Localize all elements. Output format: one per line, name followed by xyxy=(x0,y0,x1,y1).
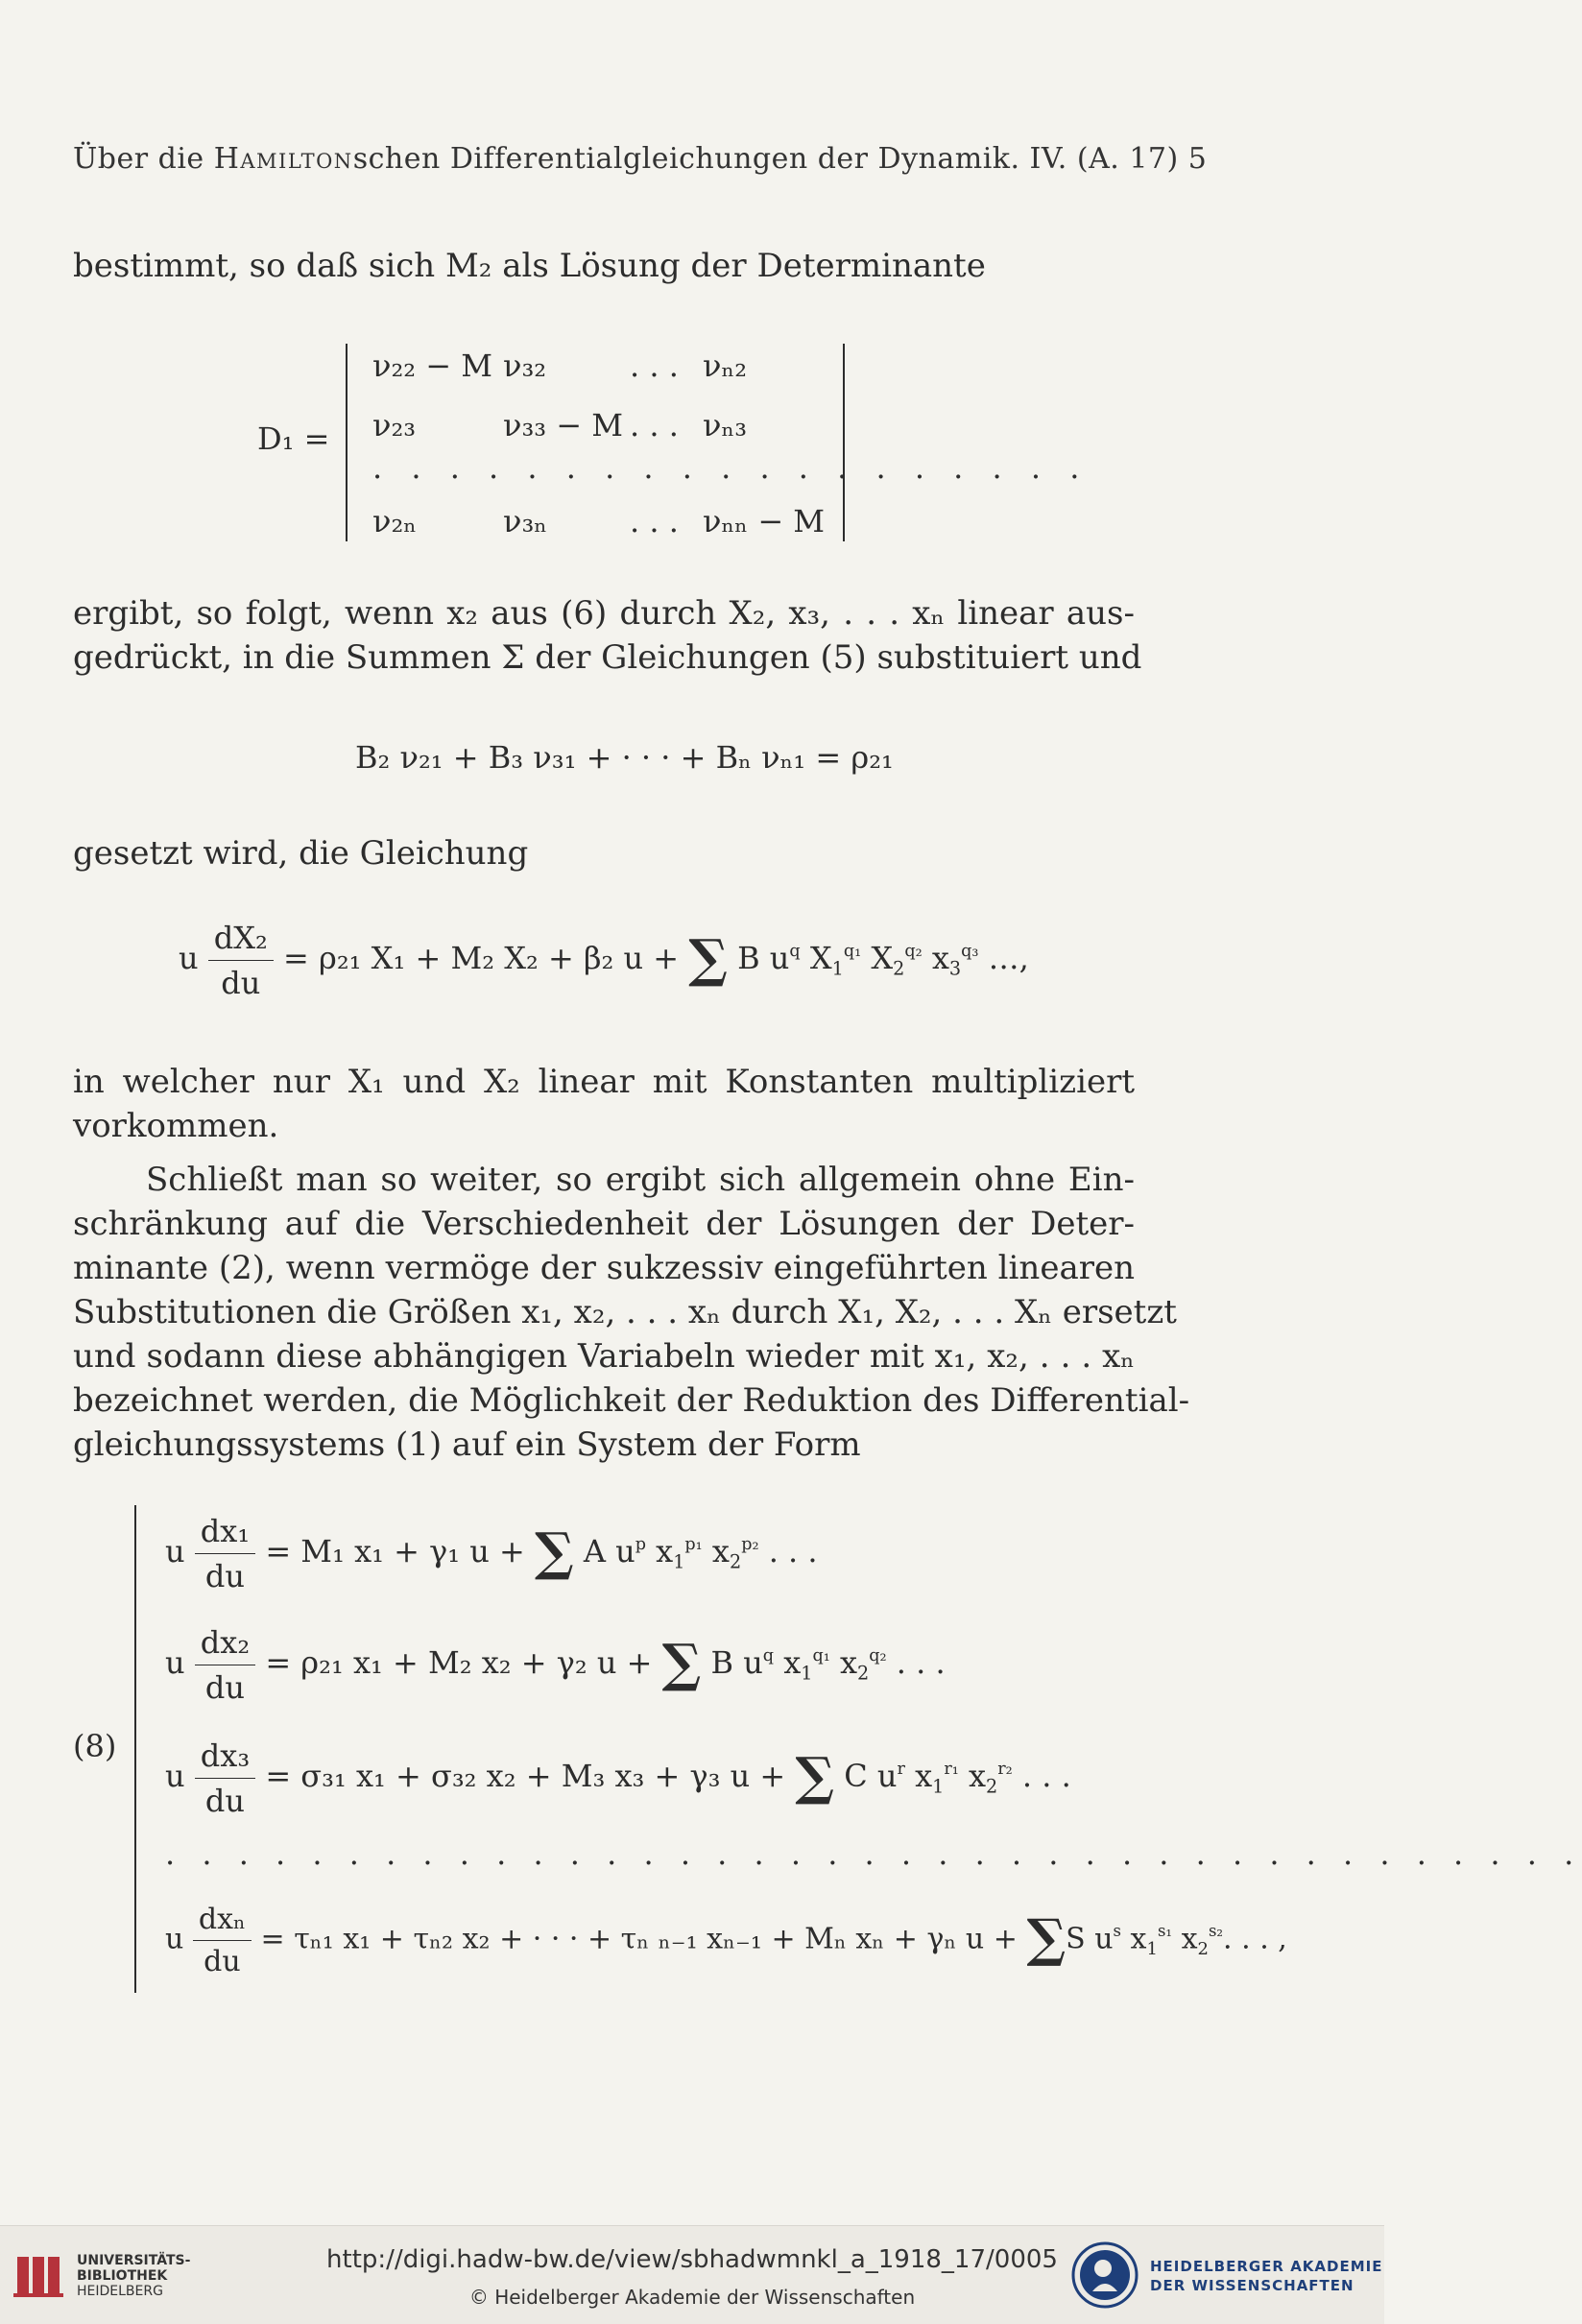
sum-symbol: ∑ xyxy=(688,927,728,989)
system-equation: u $\frac{\text{dx₂}}{du}$ = ρ₂₁ x₁ + M₂ x₂ + γ₂ u + ∑ B $u^q$ $x_1^{q_1}$ $x_2^{q_2}$ . . . xyxy=(165,1624,946,1706)
fraction-numerator: dx₁ xyxy=(195,1513,255,1554)
det-cell: ν₃ₙ xyxy=(503,503,548,539)
determinant-right-bar xyxy=(843,344,845,541)
det-cell: νₙ₂ xyxy=(703,347,748,384)
eq-tail: …, xyxy=(988,940,1029,976)
system-equation: u $\frac{\text{dx₃}}{du}$ = σ₃₁ x₁ + σ₃₂ x₂ + M₃ x₃ + γ₃ u + ∑ C $u^r$ $x_1^{r_1}$ $x_2^{r_2}$ . . . xyxy=(165,1737,1071,1819)
fraction-numerator: dxₙ xyxy=(193,1903,252,1941)
academy-logo-line: HEIDELBERGER AKADEMIE xyxy=(1150,2258,1383,2275)
eq-rhs: = ρ₂₁ X₁ + M₂ X₂ + β₂ u + xyxy=(283,940,680,976)
paragraph-line: Substitutionen die Größen x₁, x₂, . . . xₙ durch X₁, X₂, . . . Xₙ ersetzt xyxy=(73,1293,1177,1331)
paragraph-line: vorkommen. xyxy=(73,1107,279,1145)
paragraph-line: in welcher nur X₁ und X₂ linear mit Konstanten multipliziert xyxy=(73,1063,1135,1101)
header-name: Hamilton xyxy=(213,142,353,176)
eq-tail: . . . xyxy=(768,1533,818,1569)
paragraph-line: und sodann diese abhängigen Variabeln wieder mit x₁, x₂, . . . xₙ xyxy=(73,1337,1135,1376)
det-cell: ν₂ₙ xyxy=(372,503,418,539)
academy-logo-text xyxy=(1150,2257,1383,2295)
equation-rho: B₂ ν₂₁ + B₃ ν₃₁ + · · · + Bₙ νₙ₁ = ρ₂₁ xyxy=(355,739,894,776)
eq-rhs: = σ₃₁ x₁ + σ₃₂ x₂ + M₃ x₃ + γ₃ u + xyxy=(265,1758,786,1794)
det-cell: ν₂₂ − M xyxy=(372,347,493,384)
system-brace xyxy=(134,1505,136,1993)
footer-bar xyxy=(0,2225,1384,2324)
paragraph-line: gedrückt, in die Summen Σ der Gleichungen (5) substituiert und xyxy=(73,638,1142,677)
fraction-denominator: du xyxy=(204,1669,245,1706)
fraction xyxy=(195,1624,255,1706)
paragraph-line: Schließt man so weiter, so ergibt sich allgemein ohne Ein- xyxy=(146,1161,1135,1199)
eq-u: u xyxy=(179,940,199,976)
eq-sum-coef: B u xyxy=(710,1644,763,1681)
equation-dX2: u $\frac{\text{dX₂}}{du}$ = ρ₂₁ X₁ + M₂ X₂ + β₂ u + ∑ B $u^q$ $X_1^{q_1}$ $X_2^{q_2}$ $x_3^{q_3}$ …, xyxy=(179,920,1029,1001)
sum-symbol: ∑ xyxy=(795,1745,835,1807)
eq-rhs: = ρ₂₁ x₁ + M₂ x₂ + γ₂ u + xyxy=(265,1644,653,1681)
eq-sum-coef: S u xyxy=(1066,1922,1114,1956)
det-cell: νₙₙ − M xyxy=(703,503,826,539)
eq-tail: . . . , xyxy=(1223,1922,1287,1956)
fraction xyxy=(195,1737,255,1819)
library-logo-line: UNIVERSITÄTS- xyxy=(77,2253,191,2268)
fraction-denominator: du xyxy=(204,1558,245,1594)
system-label: (8) xyxy=(73,1728,117,1764)
determinant-label: D₁ = xyxy=(257,420,330,457)
det-cell: ν₃₃ − M xyxy=(503,407,624,443)
running-header xyxy=(73,142,1208,176)
paragraph-line: minante (2), wenn vermöge der sukzessiv eingeführten linearen xyxy=(73,1249,1135,1287)
det-row-dots: . . . . . . . . . . . . . . . . . . . xyxy=(372,449,1090,486)
fraction-denominator: du xyxy=(204,1783,245,1819)
paragraph-line: gesetzt wird, die Gleichung xyxy=(73,834,529,873)
eq-sum-coef: B u xyxy=(737,940,790,976)
eq-tail: . . . xyxy=(1021,1758,1071,1794)
sum-symbol: ∑ xyxy=(661,1632,702,1693)
eq-rhs: = M₁ x₁ + γ₁ u + xyxy=(265,1533,525,1569)
header-rest: schen Differentialgleichungen der Dynamik. IV. (A. 17) 5 xyxy=(352,142,1208,176)
fraction xyxy=(208,920,274,1001)
det-cell: ν₂₃ xyxy=(372,407,417,443)
system-equation: u $\frac{\text{dx₁}}{du}$ = M₁ x₁ + γ₁ u + ∑ A $u^p$ $x_1^{p_1}$ $x_2^{p_2}$ . . . xyxy=(165,1513,818,1594)
source-url-link[interactable]: http://digi.hadw-bw.de/view/sbhadwmnkl_a_1918_17/0005 xyxy=(326,2245,1058,2274)
sum-symbol: ∑ xyxy=(534,1521,574,1582)
paragraph-line: gleichungssystems (1) auf ein System der Form xyxy=(73,1426,861,1464)
fraction-denominator: du xyxy=(204,1945,241,1978)
eq-sum-coef: A u xyxy=(583,1533,635,1569)
fraction-numerator: dx₂ xyxy=(195,1624,255,1665)
library-logo-line: BIBLIOTHEK xyxy=(77,2268,168,2284)
library-logo-line: HEIDELBERG xyxy=(77,2284,163,2299)
system-equation: u $\frac{\text{dxₙ}}{du}$ = τₙ₁ x₁ + τₙ₂ x₂ + · · · + τₙ ₙ₋₁ xₙ₋₁ + Mₙ xₙ + γₙ u + ∑S $u^s$ $x_1^{s_1}$ $x_2^{s_2}$. . . , xyxy=(165,1903,1287,1978)
determinant-left-bar xyxy=(346,344,348,541)
copyright-text: © Heidelberger Akademie der Wissenschaften xyxy=(468,2286,916,2309)
paragraph-line: ergibt, so folgt, wenn x₂ aus (6) durch X₂, x₃, . . . xₙ linear aus- xyxy=(73,594,1135,633)
sum-symbol: ∑ xyxy=(1026,1906,1067,1969)
fraction-numerator: dx₃ xyxy=(195,1737,255,1779)
eq-tail: . . . xyxy=(896,1644,946,1681)
header-prefix: Über die xyxy=(73,142,204,176)
eq-rhs: = τₙ₁ x₁ + τₙ₂ x₂ + · · · + τₙ ₙ₋₁ xₙ₋₁ + Mₙ xₙ + γₙ u + xyxy=(260,1922,1018,1956)
det-cell: . . . xyxy=(630,407,679,443)
academy-seal-icon xyxy=(1071,2241,1139,2309)
fraction xyxy=(193,1903,252,1978)
eq-sum-coef: C u xyxy=(844,1758,898,1794)
academy-logo-line: DER WISSENSCHAFTEN xyxy=(1150,2277,1354,2294)
det-cell: νₙ₃ xyxy=(703,407,748,443)
system-dots: . . . . . . . . . . . . . . . . . . . . . . . . . . . . . . . . . . . . . . . xyxy=(165,1835,1582,1872)
det-cell: ν₃₂ xyxy=(503,347,547,384)
paragraph-line: bezeichnet werden, die Möglichkeit der Reduktion des Differential- xyxy=(73,1381,1190,1420)
paragraph-line: bestimmt, so daß sich M₂ als Lösung der Determinante xyxy=(73,247,986,285)
fraction-numerator: dX₂ xyxy=(208,920,274,961)
det-cell: . . . xyxy=(630,347,679,384)
det-cell: . . . xyxy=(630,503,679,539)
paragraph-line: schränkung auf die Verschiedenheit der Lösungen der Deter- xyxy=(73,1205,1135,1243)
fraction xyxy=(195,1513,255,1594)
fraction-denominator: du xyxy=(221,965,261,1001)
